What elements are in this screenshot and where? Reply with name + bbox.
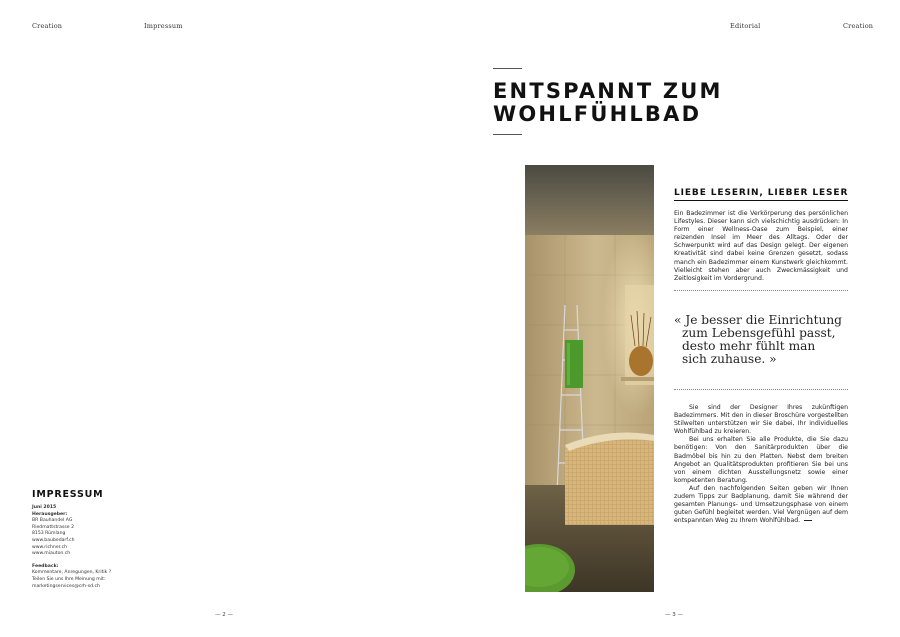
publisher-link[interactable]: www.richner.ch <box>32 544 68 550</box>
page-number-right: — 3 — <box>665 612 683 618</box>
feedback-label: Feedback: <box>32 563 59 569</box>
pull-quote <box>674 314 854 366</box>
quote-divider-bottom <box>674 389 848 390</box>
page-title: ENTSPANNT ZUM WOHLFÜHLBAD <box>493 79 723 126</box>
publisher-link[interactable]: www.baubedarf.ch <box>32 537 75 543</box>
running-header-right-title: Editorial <box>730 22 761 30</box>
quote-line: « Je besser die Einrichtung <box>674 313 842 327</box>
impressum-block <box>32 505 111 590</box>
page-number-left: — 2 — <box>215 612 233 618</box>
feedback-email[interactable]: marketingservices@crh-sd.ch <box>32 583 100 589</box>
quote-divider-top <box>674 290 848 291</box>
publisher-line: 8153 Rümlang <box>32 531 66 537</box>
bathroom-photo <box>525 165 654 592</box>
quote-line: zum Lebensgefühl passt, <box>682 326 836 340</box>
feedback-line: Kommentare, Anregungen, Kritik ? <box>32 570 112 576</box>
article-heading: LIEBE LESERIN, LIEBER LESER <box>674 188 848 201</box>
running-header-right-section: Creation <box>843 22 874 30</box>
running-header-left-title: Impressum <box>144 22 183 30</box>
title-rule-top <box>493 68 522 69</box>
publisher-line: BR Bauhandel AG <box>32 518 73 524</box>
publisher-label: Herausgeber: <box>32 511 68 517</box>
body-paragraph: Auf den nachfolgenden Seiten geben wir Ihnen zudem Tipps zur Badplanung, damit Sie während der gesamten Planungs- und Umsetzungsphase von einem guten Gefühl begleitet werden. Viel Vergnügen auf dem entspannten Weg zu Ihrem Wohlfühlbad. <box>674 484 848 525</box>
intro-paragraph: Ein Badezimmer ist die Verkörperung des persönlichen Lifestyles. Dieser kann sich vielschichtig ausdrücken: In Form einer Wellness-Oase zum Beispiel, einer reizenden Insel im Meer des Alltags. Oder der Schwerpunkt wird auf das Design gelegt. Der eigenen Kreativität sind dabei keine Grenzen gesetzt, sodass manch ein Badezimmer einem Kunstwerk gleichkommt. Vielleicht stehen aber auch Zweckmässigkeit und Zeitlosigkeit im Vordergrund. <box>674 210 848 282</box>
end-mark <box>804 520 812 521</box>
impressum-date: Juni 2015 <box>32 505 57 510</box>
publisher-line: Riedmattstrasse 2 <box>32 524 74 530</box>
title-rule-bottom <box>493 134 522 135</box>
publisher-link[interactable]: www.miauton.ch <box>32 551 71 557</box>
body-paragraph: Sie sind der Designer Ihres zukünftigen Badezimmers. Mit den in dieser Broschüre vorgestellten Stilwelten unterstützen wir Sie dabei, Ihr individuelles Wohlfühlbad zu kreieren. <box>674 404 848 436</box>
body-paragraph: Bei uns erhalten Sie alle Produkte, die Sie dazu benötigen: Von den Sanitärprodukten über die Badmöbel bis hin zu den Platten. Nebst dem breiten Angebot an Qualitätsprodukten profitieren Sie bei uns von einem dichten Ausstellungsnetz sowie einer kompetenten Beratung. <box>674 436 848 484</box>
quote-line: sich zuhause. » <box>682 352 777 366</box>
quote-line: desto mehr fühlt man <box>682 339 816 353</box>
impressum-title: IMPRESSUM <box>32 489 104 500</box>
running-header-left-section: Creation <box>32 22 63 30</box>
body-text <box>674 404 848 525</box>
feedback-line: Teilen Sie uns Ihre Meinung mit: <box>32 576 106 582</box>
